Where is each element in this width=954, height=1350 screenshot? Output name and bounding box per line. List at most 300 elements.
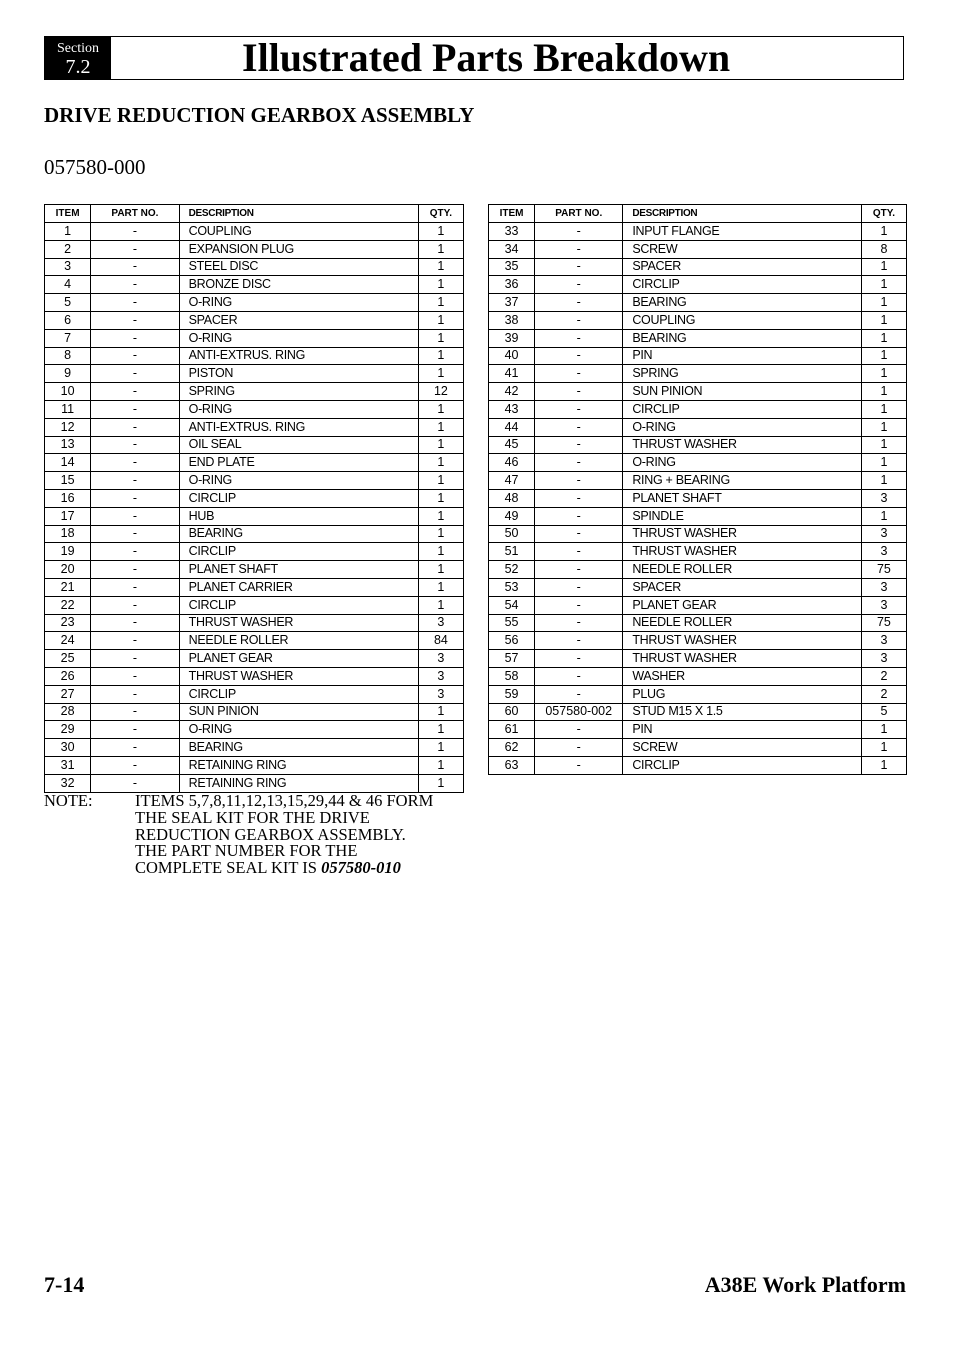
cell-description: THRUST WASHER (623, 632, 862, 650)
cell-qty: 1 (418, 418, 463, 436)
column-header-part-no: PART NO. (91, 205, 179, 223)
table-row (489, 400, 907, 418)
cell-description: O-RING (179, 400, 418, 418)
cell-qty: 3 (418, 667, 463, 685)
cell-qty: 1 (861, 383, 906, 401)
page-title: Illustrated Parts Breakdown (242, 35, 731, 80)
cell-description: CIRCLIP (179, 685, 418, 703)
cell-part-no: - (91, 774, 179, 792)
table-row (45, 223, 464, 241)
cell-description: OIL SEAL (179, 436, 418, 454)
table-row (45, 365, 464, 383)
cell-description: PIN (623, 721, 862, 739)
table-row (489, 383, 907, 401)
cell-item: 55 (489, 614, 535, 632)
cell-item: 41 (489, 365, 535, 383)
cell-item: 48 (489, 489, 535, 507)
cell-part-no: - (91, 347, 179, 365)
table-row (45, 596, 464, 614)
cell-description: THRUST WASHER (179, 614, 418, 632)
cell-description: PLANET SHAFT (179, 561, 418, 579)
cell-part-no: - (535, 276, 623, 294)
cell-description: BEARING (623, 329, 862, 347)
column-header-description: DESCRIPTION (623, 205, 862, 223)
table-row (489, 721, 907, 739)
cell-qty: 1 (418, 329, 463, 347)
cell-qty: 1 (418, 258, 463, 276)
cell-qty: 12 (418, 383, 463, 401)
cell-description: THRUST WASHER (623, 525, 862, 543)
column-header-part-no: PART NO. (535, 205, 623, 223)
cell-item: 17 (45, 507, 91, 525)
cell-item: 14 (45, 454, 91, 472)
table-row (489, 436, 907, 454)
cell-item: 20 (45, 561, 91, 579)
cell-item: 12 (45, 418, 91, 436)
table-row (489, 489, 907, 507)
cell-qty: 1 (861, 400, 906, 418)
cell-part-no: - (91, 400, 179, 418)
cell-item: 10 (45, 383, 91, 401)
table-row (489, 454, 907, 472)
table-row (489, 650, 907, 668)
cell-description: PLANET CARRIER (179, 578, 418, 596)
cell-description: RETAINING RING (179, 774, 418, 792)
cell-part-no: - (535, 578, 623, 596)
cell-qty: 1 (418, 276, 463, 294)
note-line-last (135, 860, 465, 877)
table-row (45, 240, 464, 258)
cell-qty: 2 (861, 685, 906, 703)
cell-description: CIRCLIP (623, 756, 862, 774)
cell-description: COUPLING (623, 311, 862, 329)
cell-description: O-RING (623, 454, 862, 472)
cell-item: 8 (45, 347, 91, 365)
cell-qty: 1 (418, 578, 463, 596)
cell-item: 47 (489, 472, 535, 490)
cell-qty: 1 (861, 507, 906, 525)
table-row (489, 472, 907, 490)
cell-description: SPACER (623, 578, 862, 596)
cell-part-no: - (91, 276, 179, 294)
table-row (489, 223, 907, 241)
note-line: ITEMS 5,7,8,11,12,13,15,29,44 & 46 FORM (135, 791, 434, 810)
table-row (45, 525, 464, 543)
cell-qty: 1 (861, 365, 906, 383)
cell-qty: 1 (418, 365, 463, 383)
cell-description: COUPLING (179, 223, 418, 241)
cell-item: 25 (45, 650, 91, 668)
cell-qty: 1 (861, 258, 906, 276)
section-badge (45, 37, 111, 79)
cell-item: 42 (489, 383, 535, 401)
cell-part-no: - (91, 596, 179, 614)
cell-description: THRUST WASHER (623, 543, 862, 561)
cell-part-no: - (91, 507, 179, 525)
cell-description: THRUST WASHER (623, 650, 862, 668)
cell-part-no: - (91, 650, 179, 668)
table-row (489, 240, 907, 258)
cell-description: CIRCLIP (623, 400, 862, 418)
cell-qty: 1 (418, 436, 463, 454)
cell-description: BEARING (623, 294, 862, 312)
table-row (489, 703, 907, 721)
cell-part-no: - (535, 507, 623, 525)
cell-part-no: - (535, 525, 623, 543)
table-row (45, 650, 464, 668)
cell-qty: 1 (861, 276, 906, 294)
table-row (45, 756, 464, 774)
cell-item: 60 (489, 703, 535, 721)
table-row (45, 703, 464, 721)
table-row (489, 739, 907, 757)
cell-qty: 1 (861, 347, 906, 365)
column-header-item: ITEM (45, 205, 91, 223)
cell-description: BEARING (179, 525, 418, 543)
cell-qty: 3 (418, 685, 463, 703)
cell-qty: 1 (861, 294, 906, 312)
table-row (489, 685, 907, 703)
cell-description: NEEDLE ROLLER (623, 614, 862, 632)
cell-description: SCREW (623, 739, 862, 757)
cell-part-no: - (91, 365, 179, 383)
cell-qty: 1 (418, 454, 463, 472)
cell-qty: 1 (861, 329, 906, 347)
cell-item: 63 (489, 756, 535, 774)
table-row (45, 507, 464, 525)
seal-kit-number: 057580-010 (321, 858, 401, 878)
cell-description: HUB (179, 507, 418, 525)
cell-item: 39 (489, 329, 535, 347)
cell-item: 26 (45, 667, 91, 685)
cell-description: CIRCLIP (179, 543, 418, 561)
cell-qty: 1 (418, 756, 463, 774)
assembly-title: DRIVE REDUCTION GEARBOX ASSEMBLY (44, 103, 475, 127)
cell-qty: 1 (418, 703, 463, 721)
cell-qty: 3 (418, 614, 463, 632)
cell-item: 57 (489, 650, 535, 668)
cell-description: SPRING (179, 383, 418, 401)
cell-qty: 3 (861, 650, 906, 668)
cell-qty: 1 (861, 436, 906, 454)
cell-part-no: 057580-002 (535, 703, 623, 721)
cell-item: 9 (45, 365, 91, 383)
cell-part-no: - (91, 739, 179, 757)
cell-part-no: - (91, 223, 179, 241)
cell-part-no: - (91, 543, 179, 561)
cell-description: EXPANSION PLUG (179, 240, 418, 258)
cell-item: 13 (45, 436, 91, 454)
cell-description: CIRCLIP (623, 276, 862, 294)
cell-part-no: - (91, 561, 179, 579)
cell-part-no: - (91, 525, 179, 543)
parts-table-right-body (489, 223, 907, 775)
cell-qty: 75 (861, 561, 906, 579)
cell-item: 11 (45, 400, 91, 418)
table-row (489, 578, 907, 596)
table-row (45, 685, 464, 703)
cell-part-no: - (535, 383, 623, 401)
cell-qty: 1 (861, 472, 906, 490)
cell-qty: 3 (861, 596, 906, 614)
cell-part-no: - (535, 240, 623, 258)
cell-description: SPRING (623, 365, 862, 383)
cell-item: 40 (489, 347, 535, 365)
cell-item: 38 (489, 311, 535, 329)
table-row (489, 276, 907, 294)
cell-part-no: - (535, 543, 623, 561)
cell-part-no: - (91, 756, 179, 774)
cell-description: WASHER (623, 667, 862, 685)
cell-item: 44 (489, 418, 535, 436)
cell-part-no: - (535, 400, 623, 418)
page-header (44, 36, 904, 80)
column-header-item: ITEM (489, 205, 535, 223)
cell-description: NEEDLE ROLLER (179, 632, 418, 650)
table-row (45, 632, 464, 650)
table-row (489, 561, 907, 579)
cell-qty: 1 (861, 418, 906, 436)
product-name: A38E Work Platform (704, 1272, 906, 1297)
table-row (489, 596, 907, 614)
cell-qty: 1 (418, 489, 463, 507)
cell-description: PLUG (623, 685, 862, 703)
cell-qty: 1 (418, 400, 463, 418)
table-row (45, 561, 464, 579)
cell-qty: 3 (861, 525, 906, 543)
cell-qty: 3 (861, 578, 906, 596)
cell-part-no: - (535, 347, 623, 365)
table-row (489, 311, 907, 329)
table-row (45, 614, 464, 632)
cell-item: 28 (45, 703, 91, 721)
cell-qty: 84 (418, 632, 463, 650)
cell-qty: 1 (418, 596, 463, 614)
cell-part-no: - (535, 258, 623, 276)
cell-part-no: - (535, 454, 623, 472)
cell-description: O-RING (179, 472, 418, 490)
cell-item: 4 (45, 276, 91, 294)
cell-description: STUD M15 X 1.5 (623, 703, 862, 721)
cell-qty: 1 (418, 543, 463, 561)
table-row (45, 543, 464, 561)
cell-description: END PLATE (179, 454, 418, 472)
cell-part-no: - (91, 436, 179, 454)
cell-qty: 1 (418, 311, 463, 329)
cell-part-no: - (91, 454, 179, 472)
cell-description: ANTI-EXTRUS. RING (179, 418, 418, 436)
cell-part-no: - (91, 240, 179, 258)
cell-part-no: - (535, 311, 623, 329)
cell-item: 62 (489, 739, 535, 757)
cell-qty: 3 (418, 650, 463, 668)
cell-qty: 5 (861, 703, 906, 721)
cell-description: INPUT FLANGE (623, 223, 862, 241)
cell-part-no: - (535, 596, 623, 614)
cell-item: 49 (489, 507, 535, 525)
cell-part-no: - (91, 418, 179, 436)
cell-qty: 3 (861, 632, 906, 650)
cell-part-no: - (535, 667, 623, 685)
cell-part-no: - (535, 721, 623, 739)
table-row (45, 276, 464, 294)
cell-description: O-RING (179, 294, 418, 312)
cell-item: 37 (489, 294, 535, 312)
cell-qty: 1 (418, 774, 463, 792)
cell-part-no: - (535, 561, 623, 579)
cell-part-no: - (535, 294, 623, 312)
cell-item: 2 (45, 240, 91, 258)
cell-description: PISTON (179, 365, 418, 383)
table-row (45, 400, 464, 418)
table-header-row (489, 205, 907, 223)
cell-qty: 1 (418, 507, 463, 525)
cell-item: 19 (45, 543, 91, 561)
cell-item: 50 (489, 525, 535, 543)
cell-description: BRONZE DISC (179, 276, 418, 294)
cell-item: 43 (489, 400, 535, 418)
cell-qty: 1 (418, 294, 463, 312)
table-row (45, 667, 464, 685)
cell-part-no: - (535, 739, 623, 757)
cell-item: 53 (489, 578, 535, 596)
cell-item: 51 (489, 543, 535, 561)
cell-qty: 8 (861, 240, 906, 258)
note-line: THE SEAL KIT FOR THE DRIVE (135, 807, 370, 827)
cell-item: 22 (45, 596, 91, 614)
table-row (45, 472, 464, 490)
table-row (489, 294, 907, 312)
cell-description: PLANET GEAR (179, 650, 418, 668)
cell-item: 56 (489, 632, 535, 650)
cell-part-no: - (535, 436, 623, 454)
cell-item: 5 (45, 294, 91, 312)
table-row (489, 329, 907, 347)
note-line: THE PART NUMBER FOR THE (135, 841, 358, 861)
table-row (489, 756, 907, 774)
cell-part-no: - (91, 578, 179, 596)
cell-qty: 2 (861, 667, 906, 685)
cell-item: 30 (45, 739, 91, 757)
table-row (489, 525, 907, 543)
cell-item: 15 (45, 472, 91, 490)
cell-item: 21 (45, 578, 91, 596)
cell-qty: 1 (861, 223, 906, 241)
table-row (45, 721, 464, 739)
table-row (489, 667, 907, 685)
section-label: Section (57, 41, 99, 56)
cell-part-no: - (535, 650, 623, 668)
table-row (45, 294, 464, 312)
cell-description: PIN (623, 347, 862, 365)
cell-description: SUN PINION (179, 703, 418, 721)
table-row (489, 543, 907, 561)
cell-qty: 3 (861, 489, 906, 507)
cell-part-no: - (535, 685, 623, 703)
cell-description: BEARING (179, 739, 418, 757)
cell-description: O-RING (623, 418, 862, 436)
cell-qty: 3 (861, 543, 906, 561)
note-label: NOTE: (44, 791, 93, 810)
cell-item: 31 (45, 756, 91, 774)
cell-item: 16 (45, 489, 91, 507)
cell-item: 34 (489, 240, 535, 258)
cell-item: 24 (45, 632, 91, 650)
cell-item: 23 (45, 614, 91, 632)
cell-item: 36 (489, 276, 535, 294)
cell-description: O-RING (179, 329, 418, 347)
cell-item: 59 (489, 685, 535, 703)
cell-part-no: - (91, 703, 179, 721)
cell-description: THRUST WASHER (179, 667, 418, 685)
table-row (45, 739, 464, 757)
cell-description: SPACER (179, 311, 418, 329)
cell-qty: 1 (418, 472, 463, 490)
cell-part-no: - (91, 614, 179, 632)
cell-qty: 1 (418, 240, 463, 258)
cell-part-no: - (535, 632, 623, 650)
table-row (489, 614, 907, 632)
cell-item: 58 (489, 667, 535, 685)
cell-part-no: - (535, 472, 623, 490)
column-header-qty: QTY. (418, 205, 463, 223)
cell-item: 32 (45, 774, 91, 792)
cell-item: 18 (45, 525, 91, 543)
cell-description: RING + BEARING (623, 472, 862, 490)
table-row (45, 311, 464, 329)
cell-description: SUN PINION (623, 383, 862, 401)
cell-part-no: - (91, 383, 179, 401)
cell-item: 35 (489, 258, 535, 276)
cell-part-no: - (91, 329, 179, 347)
cell-item: 54 (489, 596, 535, 614)
table-row (489, 632, 907, 650)
table-row (45, 329, 464, 347)
cell-description: CIRCLIP (179, 489, 418, 507)
cell-part-no: - (535, 223, 623, 241)
cell-item: 52 (489, 561, 535, 579)
section-number: 7.2 (65, 56, 91, 78)
cell-qty: 1 (418, 525, 463, 543)
cell-description: NEEDLE ROLLER (623, 561, 862, 579)
cell-item: 7 (45, 329, 91, 347)
cell-item: 27 (45, 685, 91, 703)
cell-description: PLANET GEAR (623, 596, 862, 614)
cell-part-no: - (535, 329, 623, 347)
cell-description: SCREW (623, 240, 862, 258)
cell-part-no: - (535, 365, 623, 383)
cell-item: 3 (45, 258, 91, 276)
cell-qty: 1 (861, 756, 906, 774)
cell-qty: 1 (418, 739, 463, 757)
cell-qty: 1 (418, 223, 463, 241)
cell-part-no: - (91, 311, 179, 329)
note-line: COMPLETE SEAL KIT IS (135, 858, 317, 878)
cell-part-no: - (91, 685, 179, 703)
cell-qty: 1 (861, 454, 906, 472)
cell-part-no: - (535, 614, 623, 632)
table-row (45, 489, 464, 507)
table-row (45, 578, 464, 596)
cell-item: 61 (489, 721, 535, 739)
cell-qty: 75 (861, 614, 906, 632)
cell-description: STEEL DISC (179, 258, 418, 276)
cell-description: O-RING (179, 721, 418, 739)
table-row (45, 418, 464, 436)
table-row (45, 347, 464, 365)
cell-part-no: - (535, 756, 623, 774)
cell-description: ANTI-EXTRUS. RING (179, 347, 418, 365)
